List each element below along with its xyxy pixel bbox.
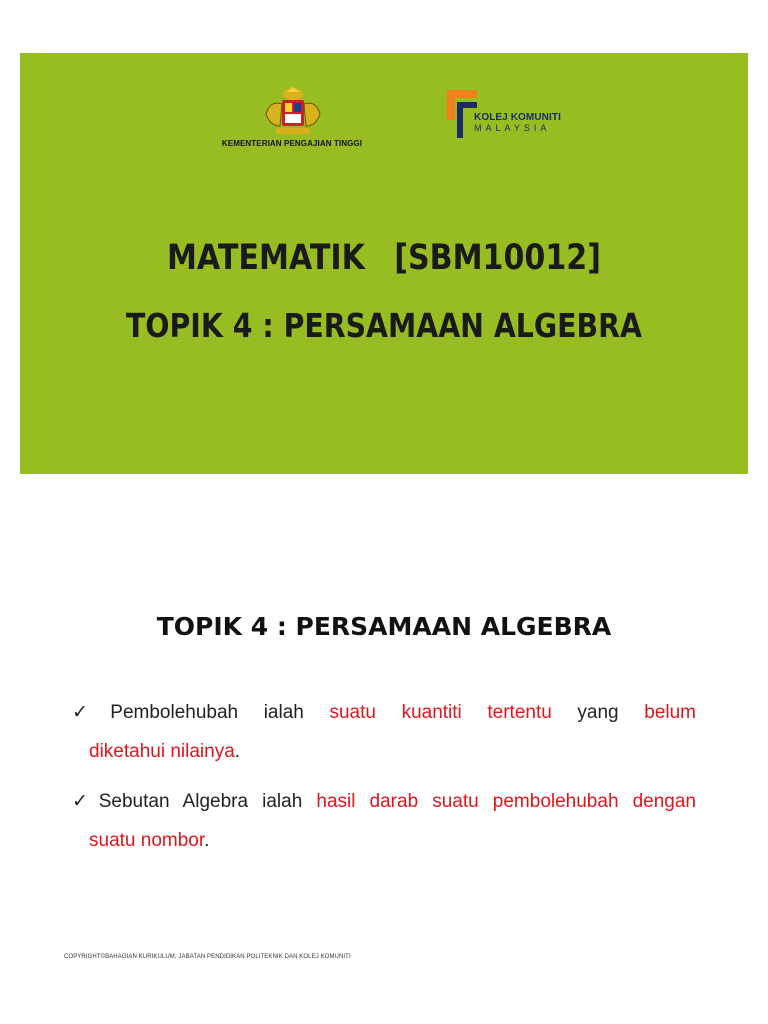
checkmark-icon: ✓ <box>72 791 97 812</box>
bullet-line: ✓ Sebutan Algebra ialah hasil darab suatu pembolehubah dengan <box>72 791 696 812</box>
course-title <box>71 238 697 278</box>
bullet-line: suatu nombor. <box>89 830 210 851</box>
course-subject: MATEMATIK <box>166 238 365 278</box>
bullet-line: ✓ Pembolehubah ialah suatu kuantiti tertentu yang belum <box>72 702 696 723</box>
title-slide <box>20 53 748 474</box>
course-code: [SBM10012] <box>394 238 602 278</box>
topic-title: TOPIK 4 : PERSAMAAN ALGEBRA <box>125 306 642 345</box>
ministry-label: KEMENTERIAN PENGAJIAN TINGGI <box>221 139 363 148</box>
malaysia-coat-of-arms-icon <box>252 86 334 138</box>
copyright-footer: COPYRIGHT©BAHAGIAN KURIKULUM, JABATAN PENDIDIKAN POLITEKNIK DAN KOLEJ KOMUNITI <box>64 954 351 960</box>
bullet-algebra-term-definition <box>72 782 696 860</box>
college-name: KOLEJ KOMUNITI <box>474 112 561 123</box>
bullet-variable-definition <box>72 693 696 771</box>
content-slide <box>0 474 768 1024</box>
checkmark-icon: ✓ <box>72 702 109 723</box>
slide-heading: TOPIK 4 : PERSAMAAN ALGEBRA <box>156 612 612 641</box>
bullet-line: diketahui nilainya. <box>89 741 241 762</box>
college-country: MALAYSIA <box>474 123 551 133</box>
kolej-komuniti-logo-icon <box>447 90 477 138</box>
